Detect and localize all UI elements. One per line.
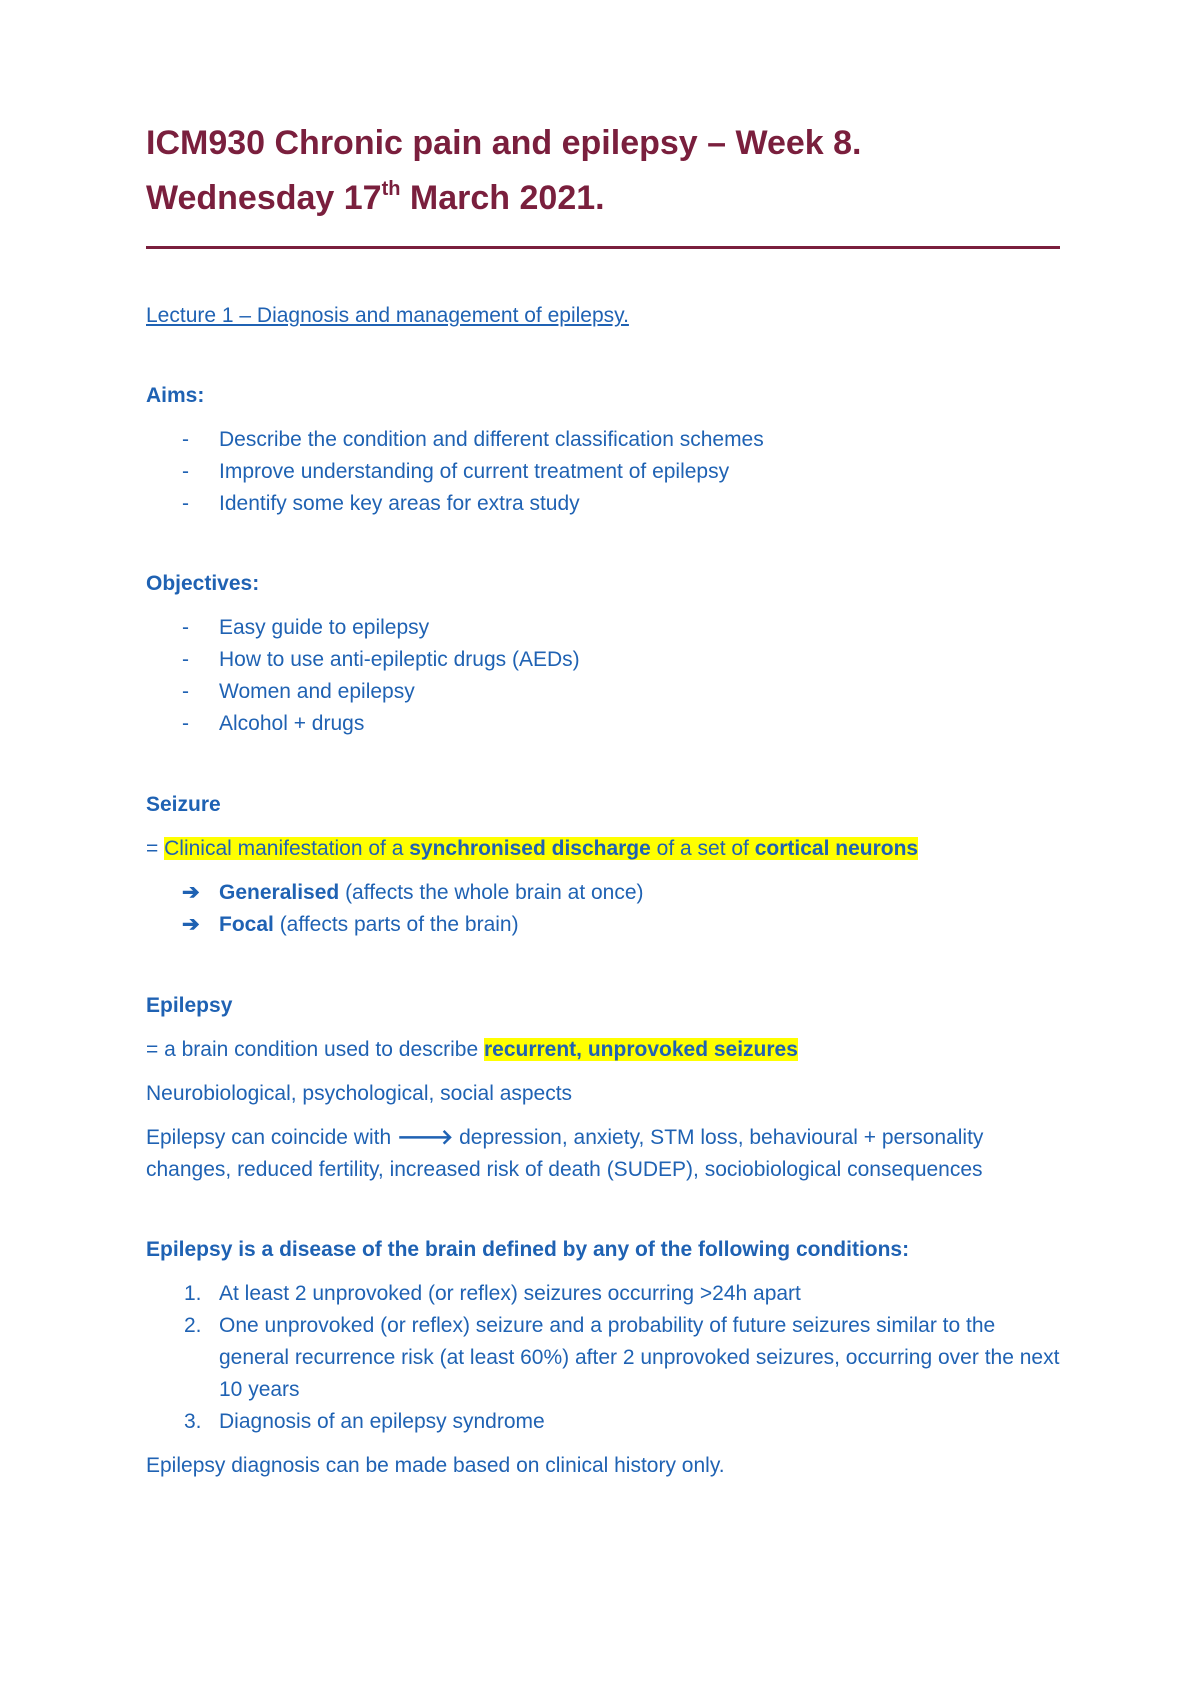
seizure-heading: Seizure [146,793,221,816]
dash-bullet: - [182,492,189,515]
title-date-prefix: Wednesday 17 [146,179,382,217]
list-item [146,708,1060,740]
objectives-list [146,612,1060,740]
dash-bullet: - [182,616,189,639]
seizure-type-desc: (affects parts of the brain) [273,913,519,936]
title-line-1: ICM930 Chronic pain and epilepsy – Week 8. [146,124,862,162]
arrow-icon: ➔ [182,881,200,904]
seizure-type-desc: (affects the whole brain at once) [339,881,644,904]
coincide-text: Epilepsy can coincide with [146,1126,397,1149]
definition-bold: synchronised discharge [409,837,651,860]
definition-text: = a brain condition used to describe [146,1038,484,1061]
list-item [146,488,1060,520]
dash-bullet: - [182,712,189,735]
seizure-types-list [146,877,1060,941]
list-item [146,424,1060,456]
coincide-list: depression, anxiety, STM loss, behavioural + personality changes, reduced fertility, increased risk of death (SUDEP), sociobiological consequences [146,1126,984,1181]
arrow-icon: ➔ [182,913,200,936]
condition-text: Diagnosis of an epilepsy syndrome [219,1410,545,1433]
dash-bullet: - [182,648,189,671]
definition-text: Clinical manifestation of a [164,837,410,860]
aims-heading: Aims: [146,384,205,407]
arrow-icon: 🡒 [396,1126,454,1149]
dash-bullet: - [182,460,189,483]
epilepsy-definition [146,1034,1060,1066]
list-number: 2. [184,1314,202,1337]
objective-text: Easy guide to epilepsy [219,616,430,639]
definition-bold: cortical neurons [754,837,919,860]
aim-text: Identify some key areas for extra study [219,492,580,515]
list-item [146,612,1060,644]
aims-list [146,424,1060,520]
list-item [146,644,1060,676]
list-item [146,1406,1060,1438]
document-body [146,300,1060,1482]
aim-text: Describe the condition and different classification schemes [219,428,764,451]
definition-heading: Epilepsy is a disease of the brain defined by any of the following conditions: [146,1238,910,1261]
dash-bullet: - [182,428,189,451]
diagnosis-note: Epilepsy diagnosis can be made based on clinical history only. [146,1454,725,1477]
list-item [146,877,1060,909]
seizure-type-name: Generalised [219,881,340,904]
list-number: 3. [184,1410,202,1433]
list-item [146,909,1060,941]
seizure-definition [146,833,1060,865]
objectives-heading: Objectives: [146,572,260,595]
definition-highlight: recurrent, unprovoked seizures [483,1038,798,1061]
condition-text: At least 2 unprovoked (or reflex) seizures occurring >24h apart [219,1282,801,1305]
epilepsy-coincide [146,1122,1060,1186]
objective-text: Alcohol + drugs [219,712,365,735]
title-divider [146,246,1060,249]
aim-text: Improve understanding of current treatment of epilepsy [219,460,730,483]
dash-bullet: - [182,680,189,703]
list-item [146,456,1060,488]
definition-text: of a set of [650,837,755,860]
lecture-heading: Lecture 1 – Diagnosis and management of epilepsy. [146,304,629,327]
list-number: 1. [184,1282,202,1305]
definition-list [146,1278,1060,1438]
list-item [146,676,1060,708]
seizure-definition-highlight [164,837,918,860]
definition-equals: = [146,837,165,860]
seizure-type-name: Focal [219,913,274,936]
page-title [146,116,862,226]
title-date-suffix: th [381,178,401,200]
title-line-2 [146,179,605,217]
condition-text: One unprovoked (or reflex) seizure and a probability of future seizures similar to the general recurrence risk (at least 60%) after 2 unprovoked seizures, occurring over the next 10 years [219,1314,1060,1401]
list-item [146,1310,1060,1406]
objective-text: How to use anti-epileptic drugs (AEDs) [219,648,580,671]
title-date-rest: March 2021. [400,179,605,217]
epilepsy-aspects: Neurobiological, psychological, social aspects [146,1082,573,1105]
list-item [146,1278,1060,1310]
objective-text: Women and epilepsy [219,680,415,703]
epilepsy-heading: Epilepsy [146,994,233,1017]
